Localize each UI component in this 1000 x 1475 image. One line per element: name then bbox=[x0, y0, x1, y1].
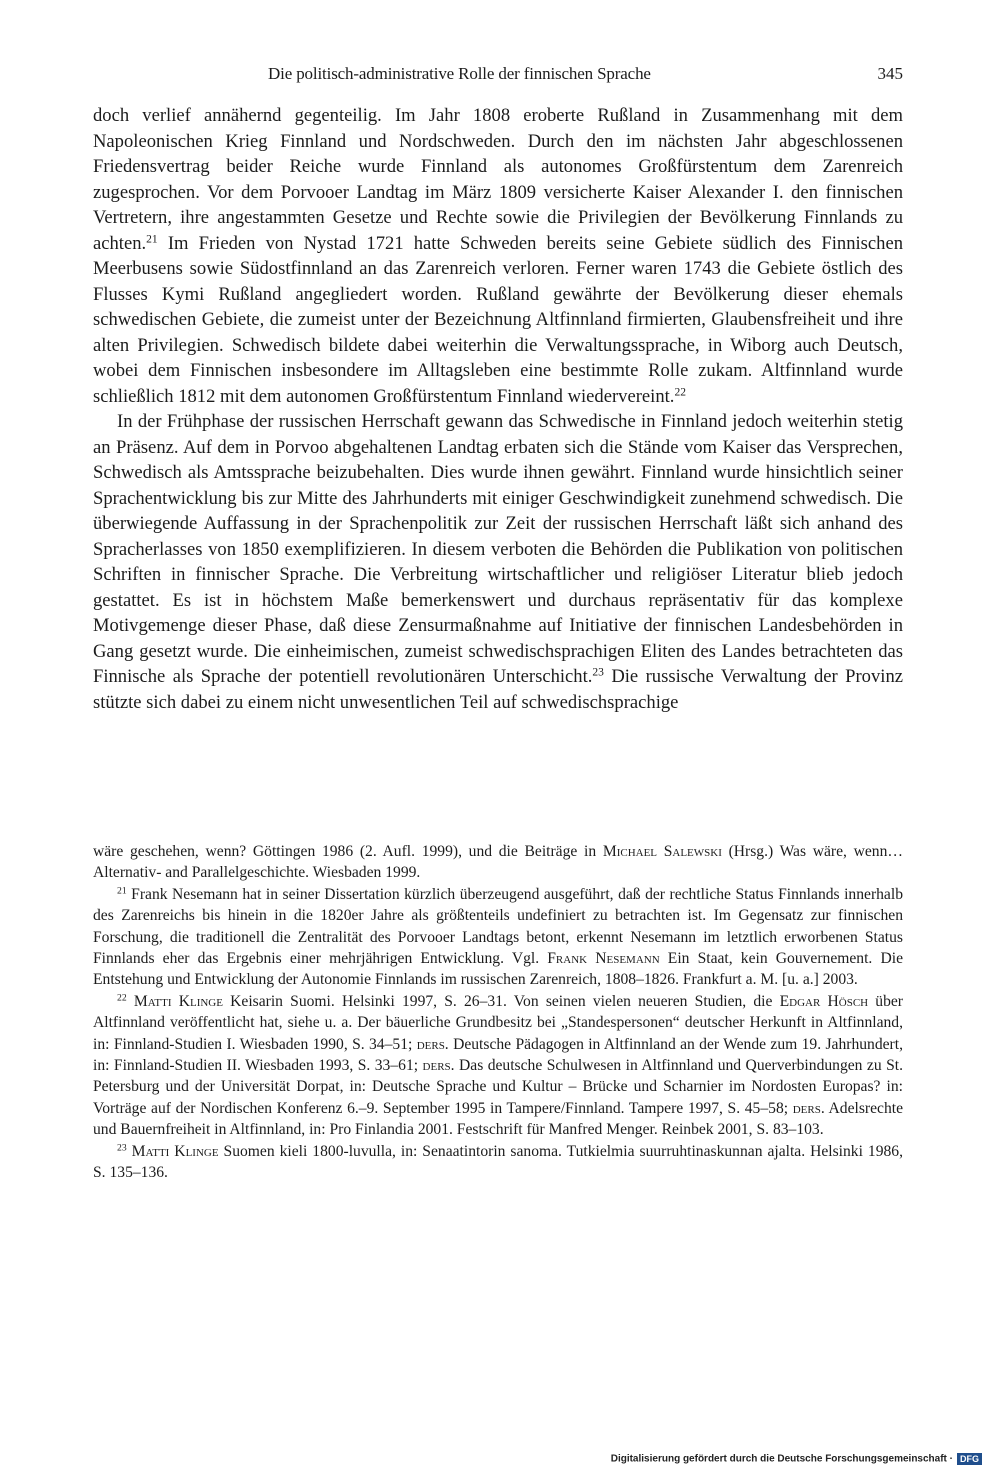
body-paragraph-1 bbox=[93, 103, 903, 409]
page-header bbox=[93, 64, 903, 88]
dfg-logo: DFG bbox=[957, 1453, 982, 1465]
author-name: Michael Salewski bbox=[602, 843, 722, 860]
footnote-text: wäre geschehen, wenn? Göttingen 1986 (2. Aufl. 1999), und die Beiträge in bbox=[93, 843, 603, 860]
footnotes bbox=[93, 841, 903, 1184]
footnote-text: Das deutsche Schulwesen in Altfinnland und Querverbindungen zu St. Petersburg und der Universität Dorpat, in: Deutsche Sprache und Kultur – Brücke und Scharnier im Nordosten Europas? in: Vorträge auf der Nordischen Konferenz 6.–9. September 1995 in Tampere/Finnland. Tampere 1997, S. 45–58; bbox=[93, 1057, 903, 1117]
paragraph-text: doch verlief annähernd gegenteilig. Im Jahr 1808 eroberte Rußland in Zusammenhang mit dem Napoleonischen Krieg Finnland und Nordschweden. Durch den im nächsten Jahr abgeschlossenen Friedensvertrag beider Reiche wurde Finnland als autonomes Großfürstentum dem Zarenreich zugesprochen. Vor dem Porvooer Landtag im März 1809 versicherte Kaiser Alexander I. den finnischen Vertretern, ihre angestammten Gesetze und Rechte sowie die Privilegien der Bevölkerung Finnlands zu achten. bbox=[93, 105, 903, 254]
body-paragraph-2 bbox=[93, 409, 903, 715]
body-text bbox=[93, 103, 903, 715]
paragraph-text: In der Frühphase der russischen Herrschaft gewann das Schwedische in Finnland jedoch weiterhin stetig an Präsenz. Auf dem in Porvoo abgehaltenen Landtag erbaten sich die Stände vom Kaiser das Versprechen, Schwedisch als Amtssprache beizubehalten. Dies wurde ihnen gewährt. Finnland wurde hinsichtlich seiner Sprachentwicklung bis zur Mitte des Jahrhunderts mit einiger Geschwindigkeit zunehmend schwedisch. Die überwiegende Auffassung in der Sprachenpolitik zur Zeit der russischen Herrschaft läßt sich anhand des Spracherlasses von 1850 exemplifizieren. In diesem verboten die Behörden die Publikation von politischen Schriften in finnischer Sprache. Die Verbreitung wirtschaftlicher und religiöser Literatur blieb jedoch gestattet. Es ist in höchstem Maße bemerkenswert und durchaus repräsentativ für das komplexe Motivgemenge dieser Phase, daß diese Zensurmaßnahme auf Initiative der finnischen Landesbehörden in Gang gesetzt wurde. Die einheimischen, zumeist schwedischsprachigen Eliten des Landes betrachteten das Finnische als Sprache der potentiell revolutionären Unterschicht. bbox=[93, 411, 903, 687]
running-title: Die politisch-administrative Rolle der finnischen Sprache bbox=[268, 64, 651, 83]
footnote-number: 22 bbox=[117, 992, 127, 1004]
credit-text: Digitalisierung gefördert durch die Deutsche Forschungsgemeinschaft · bbox=[610, 1453, 953, 1465]
footnote-23 bbox=[93, 1141, 903, 1184]
ders-abbreviation: ders. bbox=[416, 1035, 449, 1053]
paragraph-text: Im Frieden von Nystad 1721 hatte Schweden bereits seine Gebiete südlich des Finnischen Meerbusens sowie Südostfinnland an das Zarenreich verloren. Ferner waren 1743 die Gebiete östlich des Flusses Kymi Rußland angegliedert worden. Rußland gewährte der Bevölkerung dieser ehemals schwedischen Gebiete, die zumeist unter der Bezeichnung Altfinnland firmierten, Glaubensfreiheit und ihre alten Privilegien. Schwedisch bildete dabei weiterhin die Verwaltungssprache, in Wiborg auch Deutsch, wobei dem Finnischen insbesondere im Alltagsleben eine bestimmte Rolle zukam. Altfinnland wurde schließlich 1812 mit dem autonomen Großfürstentum Finnland wiedervereint. bbox=[93, 232, 903, 407]
footnote-reference-23[interactable]: 23 bbox=[592, 666, 604, 679]
footnote-text: Frank Nesemann hat in seiner Dissertation kürzlich überzeugend ausgeführt, daß der rechtliche Status Finnlands innerhalb des Zarenreichs bis hinein in die 1820er Jahre als größtenteils undefiniert zu betrachten ist. Im Gegensatz zur finnischen Forschung, die traditionell die Zentralität des Porvooer Landtags betont, erkennt Nesemann im letztlich erworbenen Status Finnlands eher das Ergebnis einer mehrjährigen Entwicklung. Vgl. bbox=[93, 885, 903, 968]
footnote-number: 21 bbox=[117, 885, 127, 897]
footnote-reference-22[interactable]: 22 bbox=[674, 386, 686, 399]
footnote-text: über Altfinnland veröffentlicht hat, siehe u. a. Der bäuerliche Grundbesitz bei „Standespersonen“ deutscher Herkunft in Altfinnland, in: Finnland-Studien I. Wiesbaden 1990, S. 34–51; bbox=[93, 992, 903, 1053]
author-name: Frank Nesemann bbox=[547, 950, 660, 968]
author-name: Matti Klinge bbox=[133, 992, 223, 1010]
digitization-credit bbox=[611, 1453, 982, 1465]
footnote-21 bbox=[93, 884, 903, 991]
footnote-text: Deutsche Pädagogen in Altfinnland an der Wende zum 19. Jahrhundert, in: Finnland-Studien II. Wiesbaden 1993, S. 33–61; bbox=[93, 1035, 903, 1075]
footnote-22 bbox=[93, 991, 903, 1141]
ders-abbreviation: ders. bbox=[422, 1057, 455, 1075]
author-name: Edgar Hösch bbox=[779, 992, 869, 1010]
footnote-text: (Hrsg.) Was wäre, wenn… Alternativ- and Parallelgeschichte. Wiesbaden 1999. bbox=[93, 843, 903, 882]
footnote-number: 23 bbox=[117, 1142, 127, 1154]
footnote-text: Keisarin Suomi. Helsinki 1997, S. 26–31. Von seinen vielen neueren Studien, die bbox=[222, 992, 780, 1010]
paragraph-text: Die russische Verwaltung der Provinz stützte sich dabei zu einem nicht unwesentlichen Teil auf schwedischsprachige bbox=[93, 666, 903, 713]
page-number: 345 bbox=[877, 64, 903, 83]
footnote-reference-21[interactable]: 21 bbox=[146, 233, 158, 246]
author-name: Matti Klinge bbox=[131, 1142, 219, 1160]
footnote-text: Ein Staat, kein Gouvernement. Die Entstehung und Entwicklung der Autonomie Finnlands im russischen Zarenreich, 1808–1826. Frankfurt a. M. [u. a.] 2003. bbox=[93, 950, 903, 989]
footnote-20-continuation bbox=[93, 841, 903, 884]
footnote-text: Suomen kieli 1800-luvulla, in: Senaatintorin sanoma. Tutkielmia suurruhtinaskunnan ajalta. Helsinki 1986, S. 135–136. bbox=[93, 1142, 903, 1182]
ders-abbreviation: ders. bbox=[792, 1099, 825, 1117]
footnote-text: Adelsrechte und Bauernfreiheit in Altfinnland, in: Pro Finlandia 2001. Festschrift für Manfred Menger. Reinbek 2001, S. 83–103. bbox=[93, 1099, 903, 1139]
